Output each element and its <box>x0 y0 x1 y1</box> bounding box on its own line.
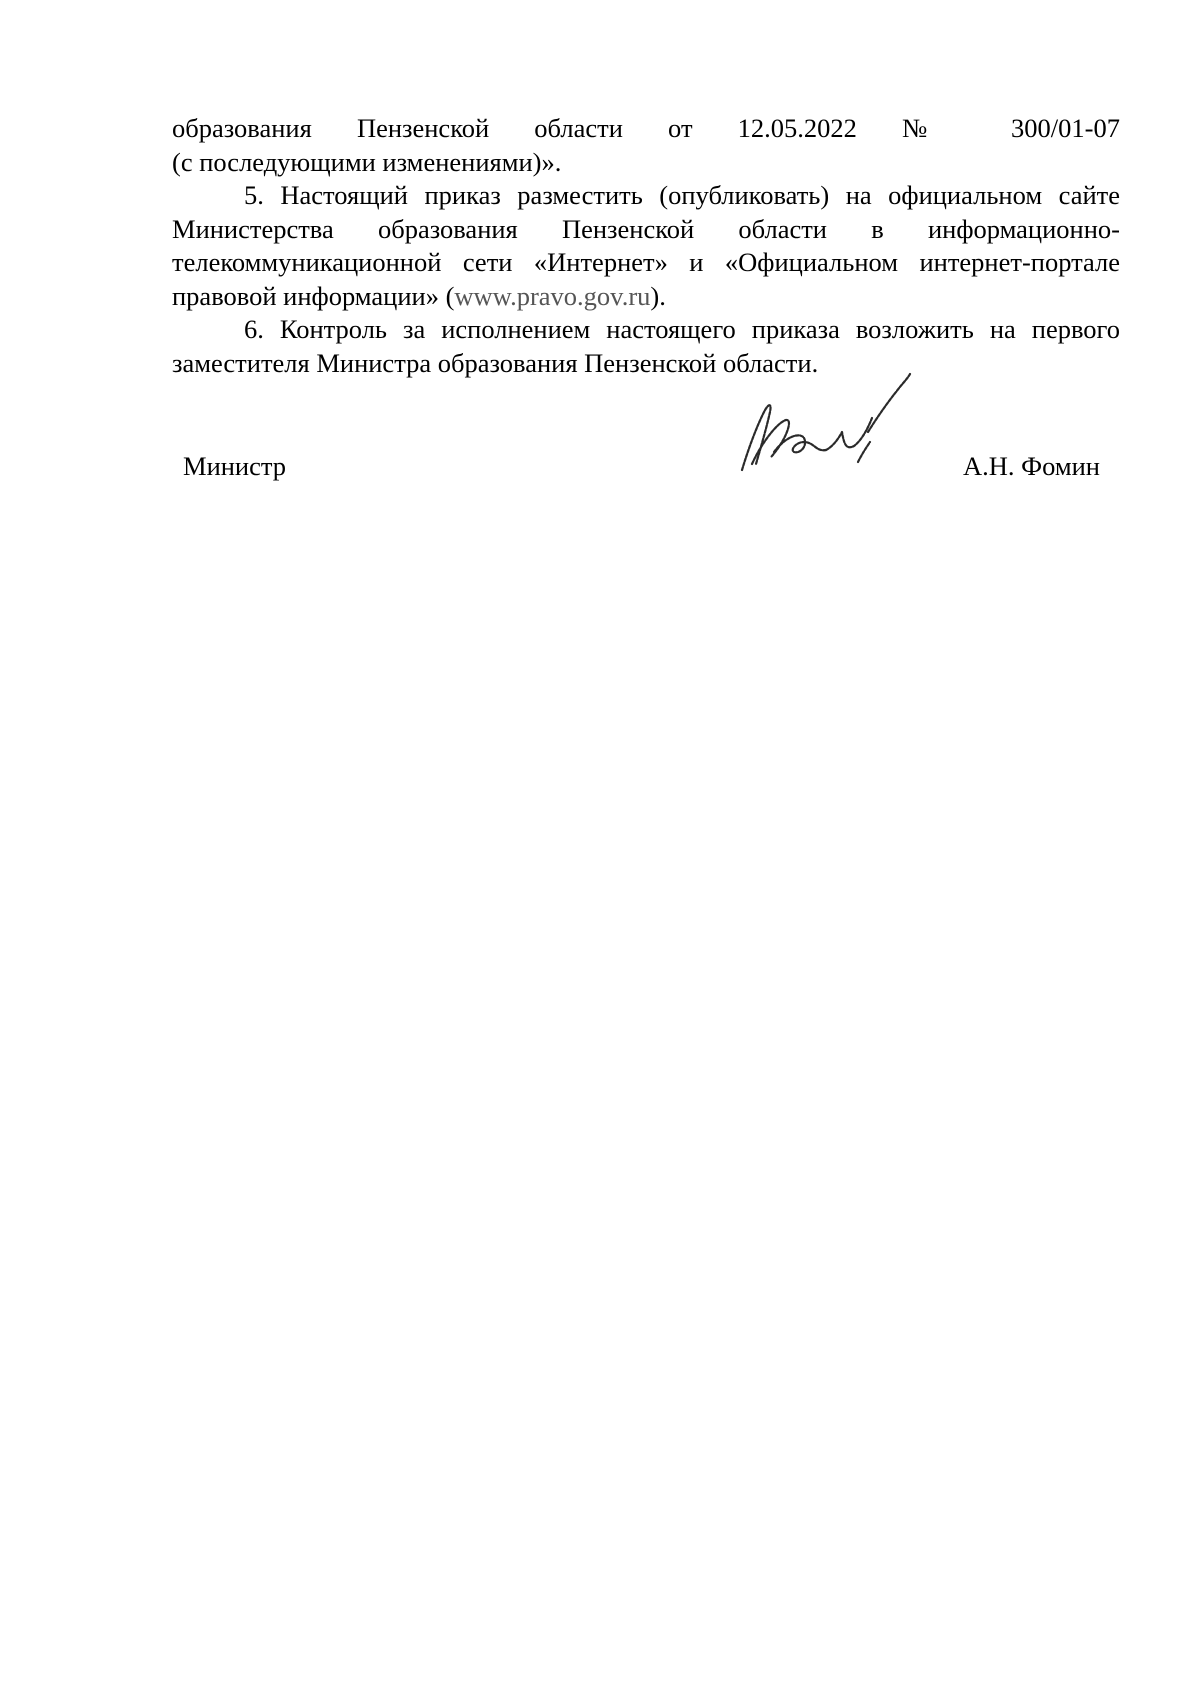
signatory-name: А.Н. Фомин <box>963 451 1100 481</box>
paragraph-continuation <box>172 112 1120 179</box>
item-6-text: 6. Контроль за исполнением настоящего приказа возложить на первого заместителя Министра образования Пензенской области. <box>172 314 1120 378</box>
item-5-text: 5. Настоящий приказ разместить (опубликовать) на официальном сайте Министерства образования Пензенской области в информационно-телекоммуникационной сети «Интернет» и «Официальном интернет-портале правовой информации» ( <box>172 180 1120 311</box>
item-6-paragraph <box>172 313 1120 380</box>
item-5-paragraph <box>172 179 1120 313</box>
item-5-end: ). <box>650 280 666 311</box>
paragraph-continuation-line-2: (с последующими изменениями)». <box>172 146 562 177</box>
signatory-title: Министр <box>183 451 287 481</box>
pravo-url: www.pravo.gov.ru <box>454 280 651 311</box>
handwritten-signature <box>730 372 920 482</box>
document-body <box>172 112 1120 380</box>
paragraph-continuation-line-1: образования Пензенской области от 12.05.2022 № 300/01-07 <box>172 113 1120 143</box>
